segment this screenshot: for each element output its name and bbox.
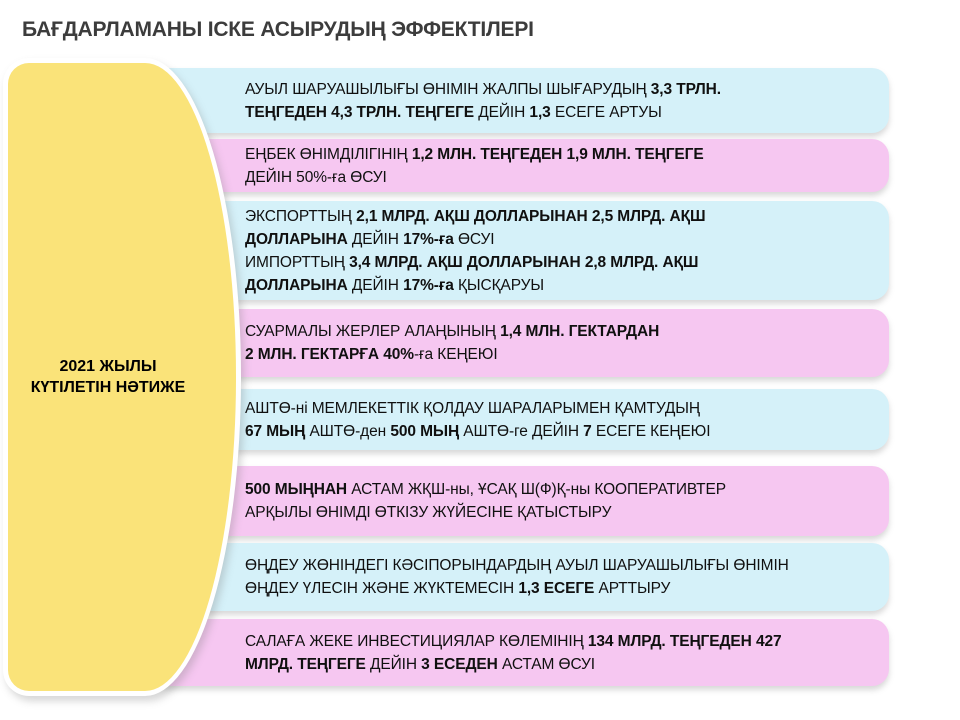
result-bar-gross-output-growth	[152, 68, 889, 133]
highlighted-value: 1,2 МЛН. ТЕҢГЕДЕН 1,9 МЛН. ТЕҢГЕГЕ	[411, 145, 704, 163]
slide-title: БАҒДАРЛАМАНЫ ІСКЕ АСЫРУДЫҢ ЭФФЕКТІЛЕРІ	[22, 18, 534, 41]
text-segment: АРТТЫРУ	[598, 580, 671, 597]
text-segment: АСТАМ ЖҚШ-ны, ҰСАҚ Ш(Ф)Қ-ны КООПЕРАТИВТЕР	[351, 481, 726, 498]
text-segment: ЕСЕГЕ КЕҢЕЮІ	[595, 422, 711, 440]
text-segment: АШТӨ-ден	[309, 422, 391, 440]
text-segment: ЕҢБЕК ӨНІМДІЛІГІНІҢ	[245, 145, 412, 163]
text-segment: -ға КЕҢЕЮІ	[413, 346, 498, 363]
text-segment: ӨҢДЕУ ЖӨНІНДЕГІ КӘСІПОРЫНДАРДЫҢ АУЫЛ ШАРУАШЫЛЫҒЫ ӨНІМІН	[245, 557, 789, 574]
expected-result-label	[8, 356, 236, 398]
highlighted-value: 134 МЛРД. ТЕҢГЕДЕН 427	[587, 632, 782, 650]
highlighted-value: 67 МЫҢ	[245, 422, 310, 440]
result-bar-text-line	[245, 166, 873, 189]
highlighted-value: ДОЛЛАРЫНА	[245, 230, 352, 248]
highlighted-value: 1,4 МЛН. ГЕКТАРДАН	[500, 323, 660, 340]
expected-result-shape	[3, 58, 241, 696]
result-bar-processing-share-increase	[152, 543, 889, 611]
highlighted-value: 500 МЫҢНАН	[245, 481, 352, 498]
result-bar-irrigated-lands-expansion	[152, 309, 889, 377]
text-segment: ӨСУІ	[457, 230, 495, 248]
result-bar-export-import-change	[152, 201, 889, 300]
highlighted-value: МЛРД. ТЕҢГЕГЕ	[245, 655, 370, 673]
highlighted-value: 7	[583, 422, 596, 440]
text-segment: ИМПОРТТЫҢ	[245, 253, 350, 271]
result-bar-text-line	[245, 320, 873, 343]
text-segment: АРҚЫЛЫ ӨНІМДІ ӨТКІЗУ ЖҮЙЕСІНЕ ҚАТЫСТЫРУ	[245, 504, 612, 521]
text-segment: ДЕЙІН	[351, 230, 404, 248]
highlighted-value: ТЕҢГЕДЕН 4,3 ТРЛН. ТЕҢГЕГЕ	[245, 103, 479, 121]
highlighted-value: 17%-ға	[403, 230, 458, 248]
result-bar-text-line	[245, 653, 873, 676]
result-bar-text-line	[245, 251, 873, 274]
text-segment: ӨҢДЕУ ҮЛЕСІН ЖӘНЕ ЖҮКТЕМЕСІН	[245, 580, 519, 597]
highlighted-value: 17%-ға	[403, 276, 458, 294]
expected-result-label-line1: 2021 ЖЫЛЫ	[59, 358, 157, 375]
result-bar-text-line	[245, 343, 873, 366]
expected-result-label-line2: КҮТІЛЕТІН НӘТИЖЕ	[30, 379, 186, 396]
result-bar-text-line	[245, 478, 873, 501]
text-segment: ДЕЙІН	[478, 103, 530, 121]
highlighted-value: 3,4 МЛРД. АҚШ ДОЛЛАРЫНАН 2,8 МЛРД. АҚШ	[349, 253, 699, 271]
text-segment: АСТАМ ӨСУІ	[501, 655, 596, 673]
text-segment: АУЫЛ ШАРУАШЫЛЫҒЫ ӨНІМІН ЖАЛПЫ ШЫҒАРУДЫҢ	[245, 80, 651, 98]
result-bar-text-line	[245, 274, 873, 297]
text-segment: АШТӨ-ні МЕМЛЕКЕТТІК ҚОЛДАУ ШАРАЛАРЫМЕН ҚАМТУДЫҢ	[245, 399, 701, 417]
result-bar-text-line	[245, 143, 873, 166]
text-segment: СУАРМАЛЫ ЖЕРЛЕР АЛАҢЫНЫҢ	[245, 323, 501, 340]
highlighted-value: 1,3	[529, 103, 555, 121]
result-bar-private-investments-growth	[152, 619, 889, 686]
result-bar-text-line	[245, 101, 873, 124]
result-bar-text-line	[245, 397, 873, 420]
text-segment: САЛАҒА ЖЕКЕ ИНВЕСТИЦИЯЛАР КӨЛЕМІНІҢ	[245, 632, 588, 650]
text-segment: ДЕЙІН	[369, 655, 422, 673]
highlighted-value: 2,1 МЛРД. АҚШ ДОЛЛАРЫНАН 2,5 МЛРД. АҚШ	[356, 207, 706, 225]
result-bar-text-line	[245, 577, 873, 600]
highlighted-value: 500 МЫҢ	[390, 422, 464, 440]
text-segment: ДЕЙІН 50%-ға ӨСУІ	[245, 168, 387, 186]
result-bar-labor-productivity-growth	[152, 139, 889, 192]
highlighted-value: ДОЛЛАРЫНА	[245, 276, 352, 294]
text-segment: ДЕЙІН	[351, 276, 404, 294]
text-segment: ЕСЕГЕ АРТУЫ	[554, 103, 662, 121]
result-bar-cooperatives-participation	[152, 466, 889, 536]
result-bar-text-line	[245, 554, 873, 577]
result-bar-text-line	[245, 420, 873, 443]
result-bar-text-line	[245, 228, 873, 251]
text-segment: АШТӨ-ге ДЕЙІН	[463, 422, 584, 440]
result-bar-text-line	[245, 630, 873, 653]
highlighted-value: 1,3 ЕСЕГЕ	[518, 580, 599, 597]
highlighted-value: 2 МЛН. ГЕКТАРҒА 40%	[245, 346, 414, 363]
highlighted-value: 3,3 ТРЛН.	[650, 80, 721, 98]
result-bar-text-line	[245, 78, 873, 101]
result-bar-state-support-coverage	[152, 389, 889, 450]
result-bar-text-line	[245, 205, 873, 228]
result-bar-text-line	[245, 501, 873, 524]
text-segment: ҚЫСҚАРУЫ	[457, 276, 545, 294]
text-segment: ЭКСПОРТТЫҢ	[245, 207, 357, 225]
highlighted-value: 3 ЕСЕДЕН	[421, 655, 502, 673]
